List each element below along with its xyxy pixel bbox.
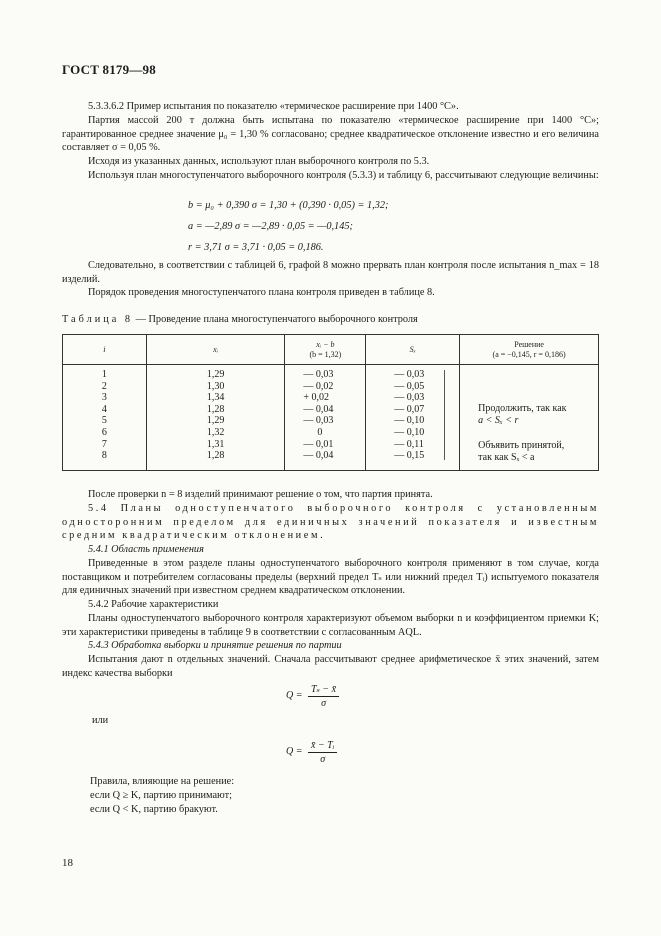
cell-xb: — 0,03	[303, 415, 334, 427]
rule-accept: если Q ≥ K, партию принимают;	[90, 790, 232, 801]
th-decision-main: Решение	[514, 339, 544, 349]
para-calculations: Используя план многоступенчатого выборочного контроля (5.3.3) и таблицу 6, рассчитывают следующие величины:	[88, 170, 599, 181]
q1-numerator: Tₛ − x̄	[308, 683, 339, 697]
th-decision-sub: (a = −0,145, r = 0,186)	[492, 349, 566, 359]
section-5-4-title: 5.4 Планы одноступенчатого выборочного контроля с установленным односторонним пределом для единичных значений показателя и известным средним квадратическим отклонением.	[62, 503, 599, 542]
para-conclusion: Следовательно, в соответствии с таблицей 6, графой 8 можно прервать план контроля после испытания n_max = 18 изделий.	[62, 260, 599, 285]
table-title-text: — Проведение плана многоступенчатого выборочного контроля	[135, 314, 418, 325]
formula-b: b = μ₀ + 0,390 σ = 1,30 + (0,390 · 0,05) = 1,32;	[188, 200, 389, 211]
th-xb	[285, 335, 366, 365]
rule-reject: если Q < K, партию бракуют.	[90, 804, 218, 815]
formula-r: r = 3,71 σ = 3,71 · 0,05 = 0,186.	[188, 242, 324, 253]
para-decision: После проверки n = 8 изделий принимают решение о том, что партия принята.	[88, 489, 433, 500]
q2-denominator: σ	[320, 754, 326, 765]
th-decision	[460, 335, 599, 365]
cell-sx: — 0,15	[394, 450, 425, 462]
cell-x: 1,32	[206, 426, 225, 438]
para-lot-description: Партия массой 200 т должна быть испытана по показателю «термическое расширение при 1400 °С»; гарантированное среднее значение μ₀ = 1,30 % согласовано; среднее квадратическое отклонение известно и его величина составляет σ = 0,05 %.	[62, 115, 599, 154]
cell-sx: — 0,10	[394, 415, 425, 427]
decision-accept: Объявить принятой,	[478, 440, 565, 452]
brace-mark	[438, 370, 445, 460]
text-or: или	[92, 715, 109, 726]
document-header: ГОСТ 8179—98	[62, 62, 156, 77]
cell-x: 1,34	[206, 392, 225, 404]
cell-i: 5	[101, 415, 107, 427]
col-xb	[285, 365, 366, 471]
th-sx: Sₓ	[366, 335, 460, 365]
section-5-4-1: 5.4.1 Область применения	[88, 544, 204, 555]
cell-xb: 0	[317, 426, 323, 438]
th-xb-main: xᵢ − b	[316, 339, 335, 349]
decision-accept-cond: так как Sₓ < a	[478, 451, 535, 463]
th-x: xᵢ	[146, 335, 285, 365]
decision-continue: Продолжить, так как	[478, 403, 567, 414]
formula-q1	[286, 683, 339, 710]
cell-sx: — 0,03	[394, 369, 425, 380]
cell-xb: — 0,04	[303, 403, 334, 415]
cell-sx: — 0,10	[394, 426, 425, 438]
para-example-title: 5.3.3.6.2 Пример испытания по показателю «термическое расширение при 1400 °С».	[88, 101, 459, 112]
cell-i: 7	[101, 438, 107, 450]
cell-xb: — 0,04	[303, 450, 334, 462]
col-i	[63, 365, 147, 471]
cell-x: 1,29	[206, 415, 225, 427]
cell-xb: — 0,02	[303, 380, 334, 392]
cell-x: 1,28	[206, 450, 225, 462]
cell-x: 1,29	[206, 369, 225, 380]
para-sampling-plan: Исходя из указанных данных, используют план выборочного контроля по 5.3.	[88, 156, 430, 167]
decision-continue-cond: a < Sₓ < r	[478, 414, 519, 426]
cell-i: 3	[101, 392, 107, 404]
section-5-4-2: 5.4.2 Рабочие характеристики	[88, 599, 219, 610]
para-characteristics: Планы одноступенчатого выборочного контроля характеризуют объемом выборки n и коэффициентом приемки K; эти характеристики приведены в таблице 9 в соответствии с согласованным AQL.	[62, 613, 599, 638]
page-number: 18	[62, 857, 73, 869]
cell-x: 1,30	[206, 380, 225, 392]
th-i: i	[63, 335, 147, 365]
cell-xb: — 0,01	[303, 438, 334, 450]
para-tests: Испытания дают n отдельных значений. Сначала рассчитывают среднее арифметическое x̄ этих значений, затем индекс качества выборки	[62, 654, 599, 679]
formula-a: a = —2,89 σ = —2,89 · 0,05 = —0,145;	[188, 221, 353, 232]
cell-sx: — 0,05	[394, 380, 425, 392]
col-decision	[460, 365, 599, 471]
cell-x: 1,28	[206, 403, 225, 415]
col-x	[146, 365, 285, 471]
section-5-4-3: 5.4.3 Обработка выборки и принятие решения по партии	[88, 640, 342, 651]
table-title-label: Таблица 8	[62, 314, 134, 325]
rules-title: Правила, влияющие на решение:	[90, 776, 235, 787]
cell-i: 4	[101, 403, 107, 415]
cell-sx: — 0,07	[394, 403, 425, 415]
cell-xb: — 0,03	[303, 369, 334, 380]
cell-i: 6	[101, 426, 107, 438]
cell-sx: — 0,03	[394, 392, 425, 404]
col-sx	[366, 365, 460, 471]
q2-left: Q =	[286, 746, 303, 757]
q1-left: Q =	[286, 690, 303, 701]
cell-i: 1	[101, 369, 107, 380]
cell-i: 2	[101, 380, 107, 392]
cell-sx: — 0,11	[394, 438, 424, 450]
formula-q2	[286, 739, 337, 766]
th-xb-sub: (b = 1,32)	[309, 349, 342, 359]
table-8	[62, 334, 599, 471]
para-scope: Приведенные в этом разделе планы одноступенчатого выборочного контроля применяют в том случае, когда поставщиком и потребителем согласованы пределы (верхний предел Tₛ или нижний предел Tᵢ) испытуемого показателя для единичных значений при известном среднем квадратическом отклонении.	[62, 558, 599, 597]
q1-denominator: σ	[321, 698, 327, 709]
cell-i: 8	[101, 450, 107, 462]
q2-numerator: x̄ − Tᵢ	[308, 739, 337, 753]
cell-x: 1,31	[206, 438, 225, 450]
para-table-ref: Порядок проведения многоступенчатого плана контроля приведен в таблице 8.	[88, 287, 435, 298]
table-title	[62, 313, 418, 327]
cell-xb: + 0,02	[303, 392, 330, 404]
